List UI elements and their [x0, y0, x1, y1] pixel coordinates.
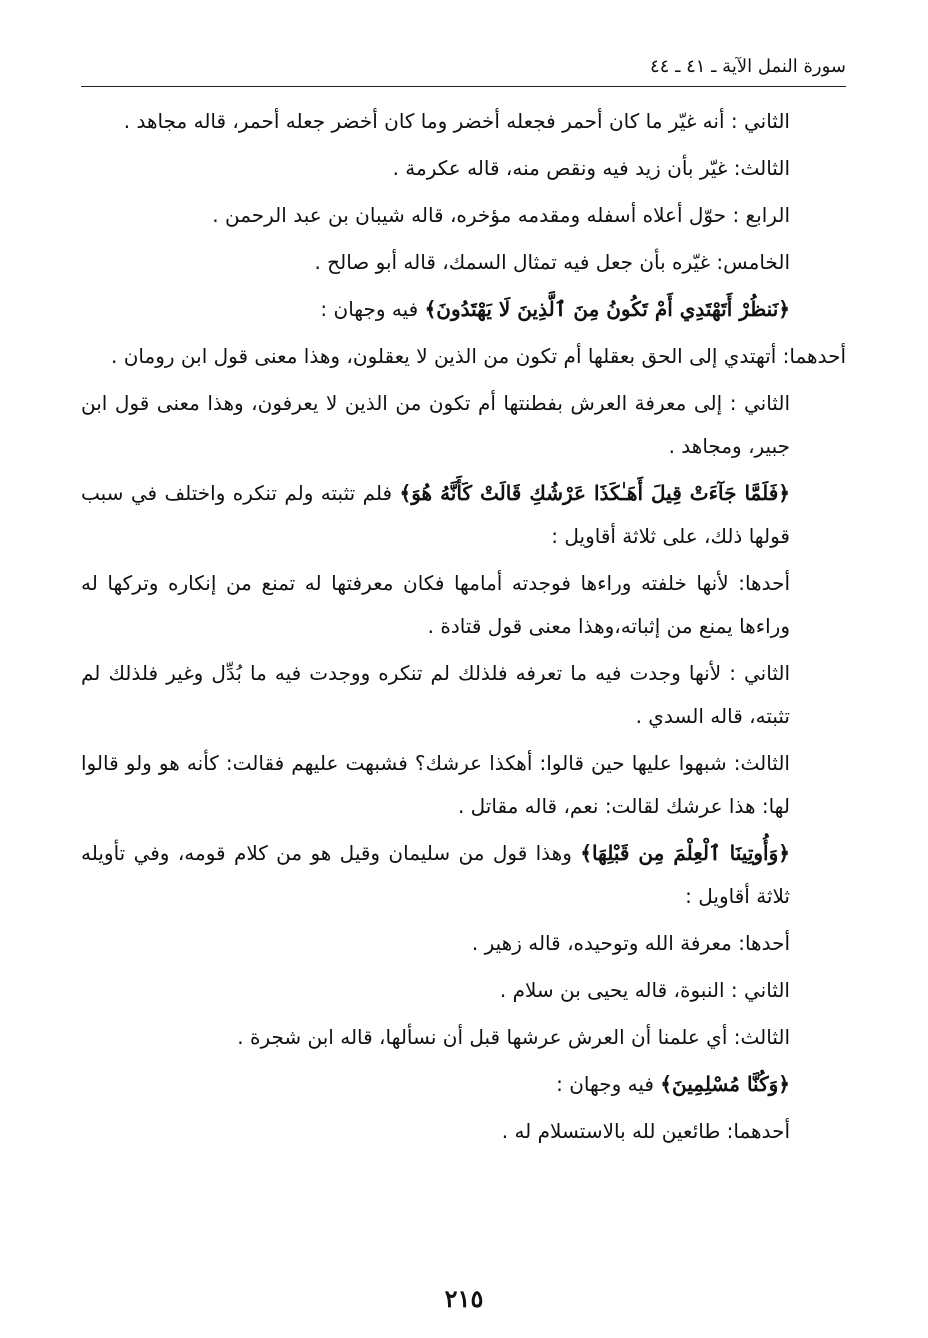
paragraph-interpretation-three: الثالث: أي علمنا أن العرش عرشها قبل أن نسألها، قاله ابن شجرة . — [237, 1025, 790, 1049]
verse-paragraph-nanzur: ﴿نَنظُرْ أَتَهْتَدِي أَمْ تَكُونُ مِنَ ٱلَّذِينَ لَا يَهْتَدُونَ﴾ فيه وجهان : — [320, 297, 790, 321]
page-number: ٢١٥ — [444, 1284, 484, 1313]
document-body — [81, 100, 846, 1157]
quran-quote: ﴿وَكُنَّا مُسْلِمِينَ﴾ — [660, 1072, 790, 1096]
paragraph-interpretation-one: أحدها: معرفة الله وتوحيده، قاله زهير . — [471, 931, 790, 955]
paragraph-second-aspect: الثاني : إلى معرفة العرش بفطنتها أم تكون من الذين لا يعرفون، وهذا معنى قول ابن جبير، ومجاهد . — [81, 391, 790, 458]
quran-quote: ﴿فَلَمَّا جَآءَتْ قِيلَ أَهَـٰكَذَا عَرْشُكِ قَالَتْ كَأَنَّهُ هُوَ﴾ — [399, 481, 791, 505]
paragraph-third-meaning: الثالث: غيّر بأن زيد فيه ونقص منه، قاله عكرمة . — [392, 156, 790, 180]
paragraph-fourth-meaning: الرابع : حوّل أعلاه أسفله ومقدمه مؤخره، قاله شيبان بن عبد الرحمن . — [212, 203, 790, 227]
paragraph-opinion-three: الثالث: شبهوا عليها حين قالوا: أهكذا عرشك؟ فشبهت عليهم فقالت: كأنه هو ولو قالوا لها: هذا عرشك لقالت: نعم، قاله مقاتل . — [81, 751, 790, 818]
paragraph-opinion-one: أحدها: لأنها خلفته وراءها فوجدته أمامها فكان معرفتها له تمنع من إنكاره وتركها له وراءها يمنع من إثباته،وهذا معنى قول قتادة . — [81, 571, 790, 638]
paragraph-second-meaning: الثاني : أنه غيّر ما كان أحمر فجعله أخضر وما كان أخضر جعله أحمر، قاله مجاهد . — [123, 109, 790, 133]
quran-quote: ﴿نَنظُرْ أَتَهْتَدِي أَمْ تَكُونُ مِنَ ٱلَّذِينَ لَا يَهْتَدُونَ﴾ — [424, 297, 790, 321]
verse-paragraph-wa-utina: ﴿وَأُوتِينَا ٱلْعِلْمَ مِن قَبْلِهَا﴾ وهذا قول من سليمان وقيل هو من كلام قومه، وفي تأويله ثلاثة أقاويل : — [81, 841, 790, 908]
quran-quote: ﴿وَأُوتِينَا ٱلْعِلْمَ مِن قَبْلِهَا﴾ — [580, 841, 790, 865]
verse-paragraph-wa-kunna: ﴿وَكُنَّا مُسْلِمِينَ﴾ فيه وجهان : — [556, 1072, 790, 1096]
paragraph-opinion-two: الثاني : لأنها وجدت فيه ما تعرفه فلذلك لم تنكره ووجدت فيه ما بُدِّل وغير فلذلك لم تثبته، قاله السدي . — [81, 661, 790, 728]
verse-paragraph-falamma: ﴿فَلَمَّا جَآءَتْ قِيلَ أَهَـٰكَذَا عَرْشُكِ قَالَتْ كَأَنَّهُ هُوَ﴾ فلم تثبته ولم تنكره واختلف في سبب قولها ذلك، على ثلاثة أقاويل : — [81, 481, 791, 548]
paragraph-submission-one: أحدهما: طائعين لله بالاستسلام له . — [501, 1119, 790, 1143]
paragraph-interpretation-two: الثاني : النبوة، قاله يحيى بن سلام . — [499, 978, 790, 1002]
header-title: سورة النمل الآية ـ ٤١ ـ ٤٤ — [650, 56, 846, 77]
paragraph-first-aspect: أحدهما: أتهتدي إلى الحق بعقلها أم تكون من الذين لا يعقلون، وهذا معنى قول ابن رومان . — [111, 344, 846, 368]
paragraph-fifth-meaning: الخامس: غيّره بأن جعل فيه تمثال السمك، قاله أبو صالح . — [314, 250, 790, 274]
running-header — [81, 52, 846, 87]
